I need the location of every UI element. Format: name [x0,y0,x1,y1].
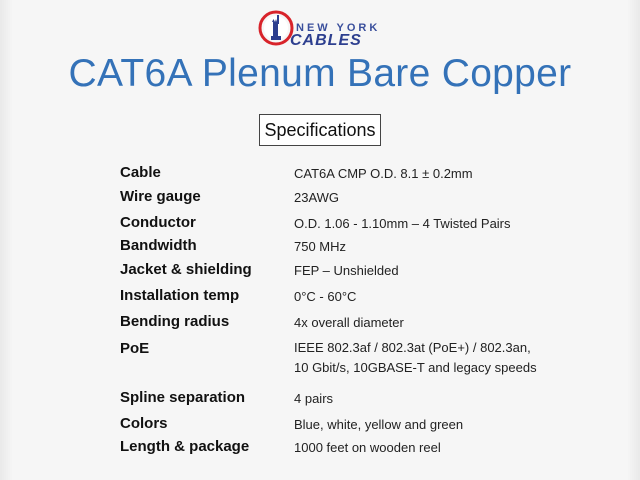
spec-value-length-package: 1000 feet on wooden reel [294,440,441,455]
spec-value-installation-temp: 0°C - 60°C [294,289,357,304]
spec-label-conductor: Conductor [120,214,196,231]
logo-bottom-text: CABLES [290,32,362,49]
spec-value-bending-radius: 4x overall diameter [294,315,404,330]
spec-value-poe-line1: IEEE 802.3af / 802.3at (PoE+) / 802.3an, [294,340,531,355]
spec-value-wire-gauge: 23AWG [294,190,340,205]
spec-label-length-package: Length & package [120,438,250,455]
spec-label-colors: Colors [120,415,168,432]
spec-value-colors: Blue, white, yellow and green [294,417,464,432]
spec-label-installation-temp: Installation temp [120,287,240,304]
spec-value-jacket: FEP – Unshielded [294,263,399,278]
spec-label-spline-separation: Spline separation [120,389,246,406]
specifications-heading: Specifications [259,114,381,146]
spec-label-bandwidth: Bandwidth [120,237,197,254]
logo-top-text: NEW YORK [296,22,381,34]
spec-value-spline-separation: 4 pairs [294,391,334,406]
spec-value-poe-line2: 10 Gbit/s, 10GBASE-T and legacy speeds [294,360,537,375]
spec-label-cable: Cable [120,164,161,181]
spec-label-jacket: Jacket & shielding [120,261,252,278]
spec-label-poe: PoE [120,340,150,357]
spec-value-bandwidth: 750 MHz [294,239,347,254]
spec-value-conductor: O.D. 1.06 - 1.10mm – 4 Twisted Pairs [294,216,511,231]
page-title: CAT6A Plenum Bare Copper [68,52,572,95]
spec-label-bending-radius: Bending radius [120,313,230,330]
spec-label-wire-gauge: Wire gauge [120,188,201,205]
spec-value-cable: CAT6A CMP O.D. 8.1 ± 0.2mm [294,166,473,181]
